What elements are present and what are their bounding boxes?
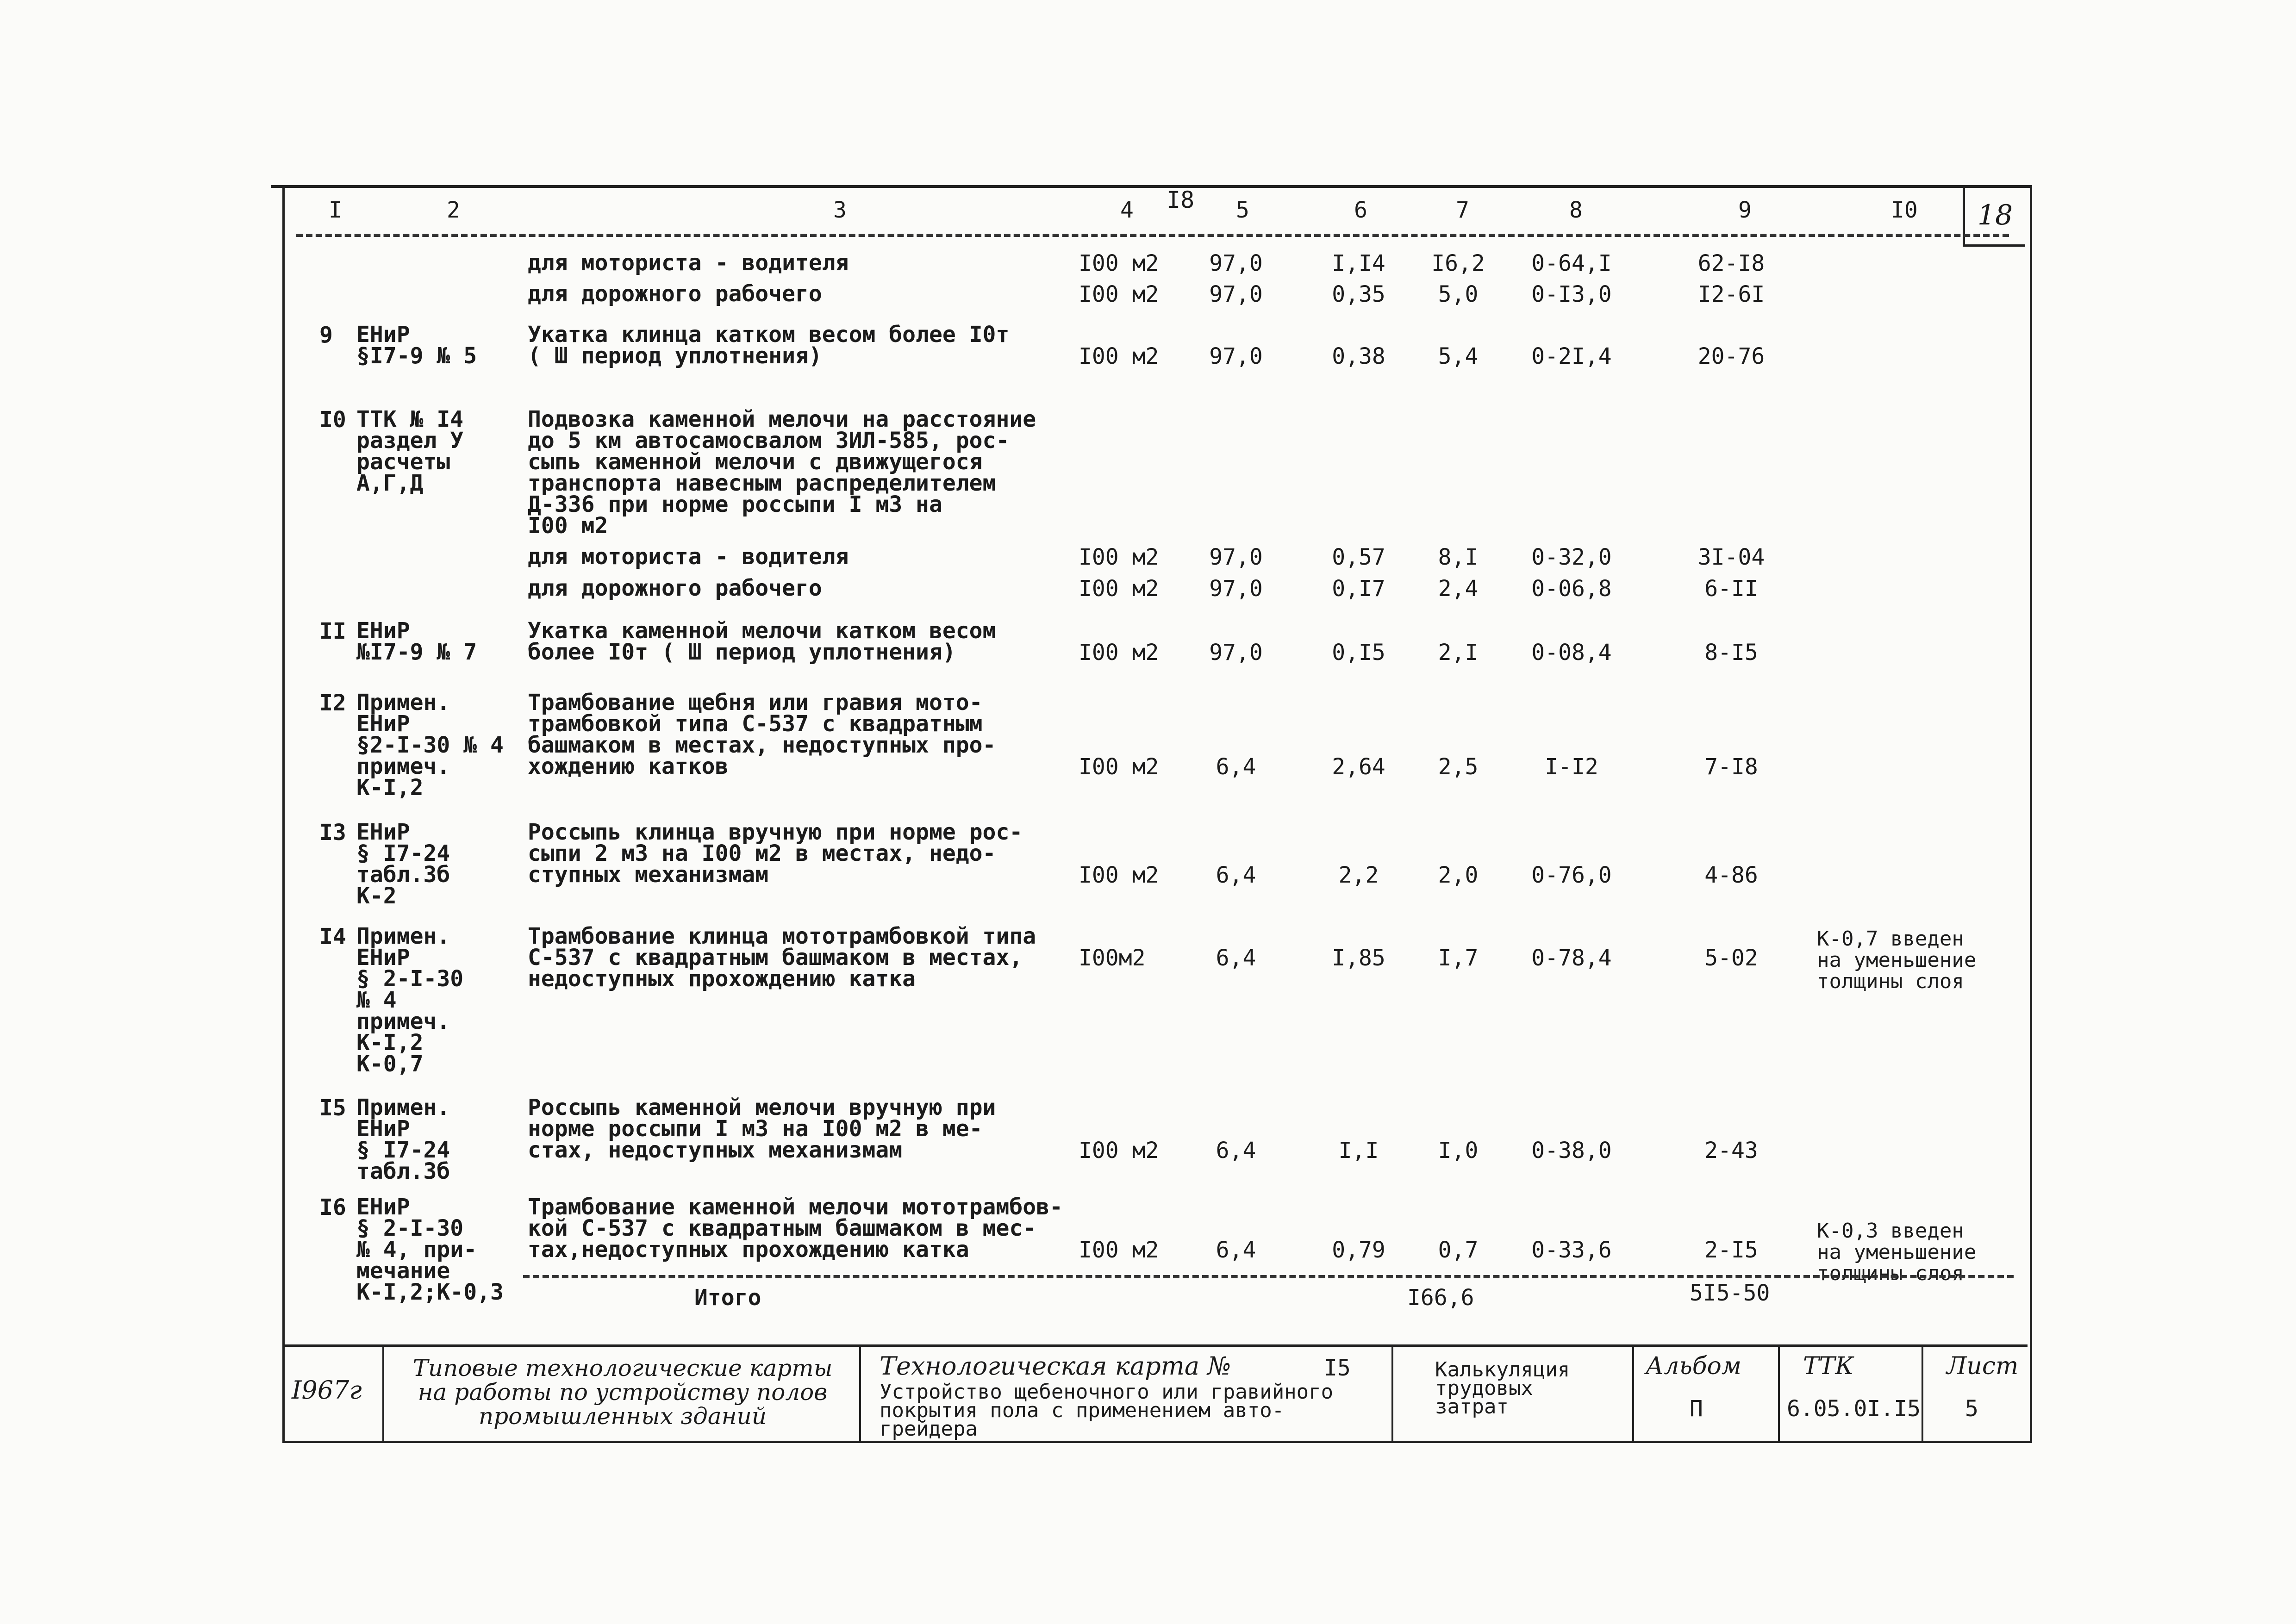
- row-11-ref: Примен. ЕНиР § I7-24 табл.3б: [356, 1095, 450, 1184]
- row-7-c6: 0,I5: [1332, 640, 1385, 666]
- stamp-album: П: [1690, 1396, 1703, 1422]
- sheet-number: 18: [1963, 186, 2025, 247]
- column-header-9: 9: [1738, 197, 1752, 223]
- row-8-ref: Примен. ЕНиР §2-I-30 № 4 примеч. К-I,2: [356, 690, 504, 801]
- row-10-c9: 5-02: [1704, 945, 1758, 971]
- stamp-ttk-label: ТТК: [1803, 1352, 1854, 1380]
- stamp-sheet: 5: [1965, 1396, 1978, 1422]
- row-6-c5: 97,0: [1209, 576, 1263, 602]
- total-hours: I66,6: [1407, 1285, 1474, 1311]
- row-7-no: II: [319, 618, 346, 644]
- row-11-no: I5: [319, 1095, 346, 1121]
- row-9-desc: Россыпь клинца вручную при норме рос- сыпи 2 м3 на I00 м2 в местах, недо- ступных механизмам: [528, 819, 1023, 888]
- row-12-no: I6: [319, 1195, 346, 1220]
- row-2-c5: 97,0: [1209, 281, 1263, 307]
- row-1-c7: I6,2: [1431, 250, 1485, 276]
- row-8-c5: 6,4: [1216, 754, 1256, 780]
- row-5-c9: 3I-04: [1697, 544, 1765, 570]
- row-4-no: I0: [319, 407, 346, 433]
- row-6-desc: для дорожного рабочего: [528, 575, 822, 601]
- row-1-c6: I,I4: [1332, 250, 1385, 276]
- row-7-c8: 0-08,4: [1531, 640, 1612, 666]
- row-10-ref: Примен. ЕНиР § 2-I-30 № 4 примеч. К-I,2 К-0,7: [356, 923, 464, 1077]
- row-9-no: I3: [319, 820, 346, 846]
- row-2-c7: 5,0: [1438, 281, 1479, 307]
- total-rule: [523, 1275, 2014, 1278]
- column-header-6: 6: [1354, 197, 1367, 223]
- row-5-c8: 0-32,0: [1531, 544, 1612, 570]
- row-11-c6: I,I: [1338, 1138, 1379, 1164]
- row-8-c8: I-I2: [1545, 754, 1598, 780]
- row-9-c7: 2,0: [1438, 862, 1479, 888]
- row-6-c9: 6-II: [1704, 576, 1758, 602]
- stamp-year: I967г: [292, 1375, 362, 1405]
- column-header-5: 5: [1236, 197, 1249, 223]
- row-5-c5: 97,0: [1209, 544, 1263, 570]
- row-12-c8: 0-33,6: [1531, 1237, 1612, 1263]
- column-header-8: 8: [1569, 197, 1583, 223]
- stamp-year-cell: [282, 1347, 384, 1442]
- stamp-card-label: Технологическая карта №: [880, 1351, 1231, 1381]
- row-3-desc: Укатка клинца катком весом более I0т ( Ш период уплотнения): [528, 322, 1010, 369]
- row-8-c9: 7-I8: [1704, 754, 1758, 780]
- row-2-c6: 0,35: [1332, 281, 1385, 307]
- row-4-ref: ТТК № I4 раздел У расчеты А,Г,Д: [356, 406, 464, 496]
- stamp-series-cell: [384, 1347, 861, 1442]
- row-11-c7: I,0: [1438, 1138, 1479, 1164]
- row-6-c7: 2,4: [1438, 576, 1479, 602]
- row-6-c6: 0,I7: [1332, 576, 1385, 602]
- stamp-card-number: I5: [1324, 1355, 1351, 1381]
- row-5-c6: 0,57: [1332, 544, 1385, 570]
- row-3-no: 9: [319, 322, 333, 348]
- row-1-c8: 0-64,I: [1531, 250, 1612, 276]
- row-1-desc: для моториста - водителя: [528, 250, 849, 276]
- column-header-2: 2: [447, 197, 460, 223]
- stamp-ttk-cell: [1780, 1347, 1923, 1442]
- row-2-desc: для дорожного рабочего: [528, 281, 822, 307]
- row-9-unit: I00 м2: [1079, 862, 1159, 888]
- row-5-c7: 8,I: [1438, 544, 1479, 570]
- row-12-note: К-0,3 введен на уменьшение толщины слоя: [1817, 1219, 1977, 1285]
- row-12-c5: 6,4: [1216, 1237, 1256, 1263]
- row-10-no: I4: [319, 924, 346, 950]
- row-8-unit: I00 м2: [1079, 754, 1159, 780]
- row-3-c6: 0,38: [1332, 343, 1385, 369]
- row-10-c8: 0-78,4: [1531, 945, 1612, 971]
- row-8-desc: Трамбование щебня или гравия мото- трамбовкой типа С-537 с квадратным башмаком в местах, недоступных про- хождению катков: [528, 690, 996, 779]
- row-3-ref: ЕНиР §I7-9 № 5: [356, 322, 477, 369]
- total-label: Итого: [694, 1285, 761, 1311]
- row-7-c9: 8-I5: [1704, 640, 1758, 666]
- row-7-ref: ЕНиР №I7-9 № 7: [356, 618, 477, 665]
- row-6-c8: 0-06,8: [1531, 576, 1612, 602]
- row-8-c7: 2,5: [1438, 754, 1479, 780]
- row-9-ref: ЕНиР § I7-24 табл.3б К-2: [356, 819, 450, 909]
- row-9-c6: 2,2: [1338, 862, 1379, 888]
- row-10-c7: I,7: [1438, 945, 1479, 971]
- title-block: [282, 1344, 2028, 1444]
- row-11-unit: I00 м2: [1079, 1138, 1159, 1164]
- row-6-unit: I00 м2: [1079, 576, 1159, 602]
- row-3-c5: 97,0: [1209, 343, 1263, 369]
- row-1-unit: I00 м2: [1079, 250, 1159, 276]
- column-header-4: 4: [1120, 197, 1134, 223]
- stamp-calc-cell: [1393, 1347, 1634, 1442]
- row-8-no: I2: [319, 690, 346, 716]
- stamp-sheet-cell: [1923, 1347, 2025, 1442]
- stamp-sheet-label: Лист: [1947, 1352, 2019, 1380]
- row-2-c9: I2-6I: [1697, 281, 1765, 307]
- row-11-c9: 2-43: [1704, 1138, 1758, 1164]
- row-3-c8: 0-2I,4: [1531, 343, 1612, 369]
- row-9-c8: 0-76,0: [1531, 862, 1612, 888]
- row-1-c5: 97,0: [1209, 250, 1263, 276]
- header-rule: [296, 234, 2009, 237]
- stamp-album-cell: [1634, 1347, 1780, 1442]
- row-11-desc: Россыпь каменной мелочи вручную при норме россыпи I м3 на I00 м2 в ме- стах, недоступных механизмам: [528, 1095, 996, 1163]
- row-9-c9: 4-86: [1704, 862, 1758, 888]
- row-10-desc: Трамбование клинца мототрамбовкой типа С-537 с квадратным башмаком в местах, недоступных прохождению катка: [528, 923, 1036, 992]
- row-7-unit: I00 м2: [1079, 640, 1159, 666]
- row-12-c9: 2-I5: [1704, 1237, 1758, 1263]
- row-2-c8: 0-I3,0: [1531, 281, 1612, 307]
- row-12-c6: 0,79: [1332, 1237, 1385, 1263]
- row-3-unit: I00 м2: [1079, 343, 1159, 369]
- total-cost: 5I5-50: [1690, 1280, 1770, 1306]
- row-7-desc: Укатка каменной мелочи катком весом более I0т ( Ш период уплотнения): [528, 618, 996, 665]
- column-header-10: I0: [1891, 197, 1918, 223]
- row-10-note: К-0,7 введен на уменьшение толщины слоя: [1817, 927, 1977, 993]
- row-3-c9: 20-76: [1697, 343, 1765, 369]
- row-8-c6: 2,64: [1332, 754, 1385, 780]
- row-1-c9: 62-I8: [1697, 250, 1765, 276]
- stamp-series: Типовые технологические карты на работы по устройству полов промышленных зданий: [412, 1355, 833, 1430]
- row-7-c5: 97,0: [1209, 640, 1263, 666]
- column-header-1: I: [329, 197, 342, 223]
- row-10-c6: I,85: [1332, 945, 1385, 971]
- row-11-c5: 6,4: [1216, 1138, 1256, 1164]
- row-12-desc: Трамбование каменной мелочи мототрамбов- кой С-537 с квадратным башмаком в мес- тах,недоступных прохождению катка: [528, 1194, 1063, 1263]
- stamp-calc: Калькуляция трудовых затрат: [1435, 1358, 1570, 1419]
- stamp-ttk: 6.05.0I.I5: [1787, 1396, 1921, 1422]
- row-4-desc: Подвозка каменной мелочи на расстояние до 5 км автосамосвалом ЗИЛ-585, рос- сыпь каменной мелочи с движущегося транспорта навесным распределителем Д-336 при норме россыпи I м3 на I00 м2: [528, 406, 1036, 539]
- row-5-unit: I00 м2: [1079, 544, 1159, 570]
- row-7-c7: 2,I: [1438, 640, 1479, 666]
- column-header-7: 7: [1456, 197, 1469, 223]
- row-12-unit: I00 м2: [1079, 1237, 1159, 1263]
- row-2-unit: I00 м2: [1079, 281, 1159, 307]
- page-marker: I8: [1167, 187, 1195, 213]
- row-12-c7: 0,7: [1438, 1237, 1479, 1263]
- column-header-3: 3: [833, 197, 847, 223]
- row-5-desc: для моториста - водителя: [528, 544, 849, 570]
- stamp-album-label: Альбом: [1646, 1352, 1741, 1380]
- row-3-c7: 5,4: [1438, 343, 1479, 369]
- stamp-card-cell: [861, 1347, 1393, 1442]
- row-11-c8: 0-38,0: [1531, 1138, 1612, 1164]
- row-10-c5: 6,4: [1216, 945, 1256, 971]
- row-10-unit: I00м2: [1079, 945, 1146, 971]
- row-12-ref: ЕНиР § 2-I-30 № 4, при- мечание К-I,2;К-0,3: [356, 1194, 504, 1305]
- stamp-card-title: Устройство щебеночного или гравийного покрытия пола с применением авто- грейдера: [880, 1380, 1334, 1441]
- row-9-c5: 6,4: [1216, 862, 1256, 888]
